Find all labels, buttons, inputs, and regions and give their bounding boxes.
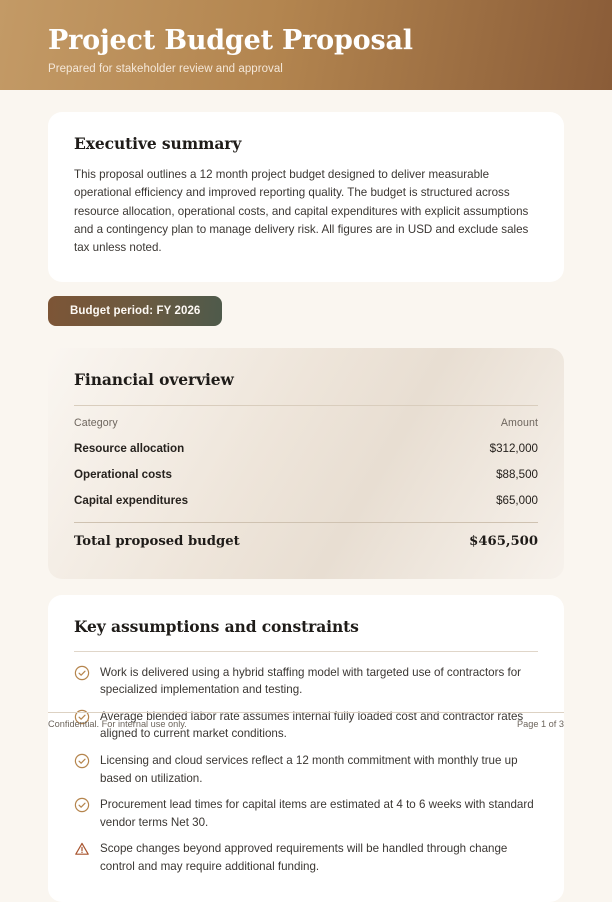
row-amount: $88,500 bbox=[496, 467, 538, 481]
list-item-text: Average blended labor rate assumes internal fully loaded cost and contractor rates aligned to current market conditions. bbox=[100, 709, 524, 741]
executive-summary-card bbox=[48, 112, 564, 282]
financial-overview-card bbox=[48, 348, 564, 579]
list-item-text: Licensing and cloud services reflect a 12 month commitment with monthly true up based on utilization. bbox=[100, 754, 518, 785]
check-circle-icon bbox=[74, 753, 90, 769]
check-circle-icon bbox=[74, 709, 90, 725]
list-item bbox=[74, 745, 538, 789]
total-label: Total proposed budget bbox=[74, 533, 240, 549]
table-row bbox=[74, 487, 538, 513]
list-item-text: Scope changes beyond approved requirements will be handled through change control and may require additional funding. bbox=[100, 842, 508, 874]
financial-overview-heading: Financial overview bbox=[74, 369, 234, 389]
list-item-text: Work is delivered using a hybrid staffing model with targeted use of contractors for specialized implementation and testing. bbox=[100, 665, 522, 697]
page-title: Project Budget Proposal bbox=[48, 25, 413, 56]
table-header-row bbox=[74, 406, 538, 435]
list-item bbox=[74, 701, 538, 745]
executive-summary-body: This proposal outlines a 12 month project budget designed to deliver measurable operational efficiency and improved reporting quality. The budget is structured across resource allocation, operational costs, and capital expenditures with explicit assumptions and a contingency plan to manage delivery risk. All figures are in USD and exclude sales tax unless noted. bbox=[74, 168, 529, 255]
list-item bbox=[74, 789, 538, 833]
budget-period-badge: Budget period: FY 2026 bbox=[48, 296, 222, 326]
executive-summary-heading: Executive summary bbox=[74, 134, 242, 153]
row-category: Resource allocation bbox=[74, 441, 185, 455]
page-body bbox=[0, 90, 612, 902]
total-amount: $465,500 bbox=[469, 533, 538, 549]
list-item bbox=[74, 657, 538, 701]
assumptions-heading: Key assumptions and constraints bbox=[74, 616, 359, 636]
assumptions-card bbox=[48, 595, 564, 902]
column-header-category: Category bbox=[74, 416, 118, 429]
table-row bbox=[74, 461, 538, 487]
check-circle-icon bbox=[74, 665, 90, 681]
row-amount: $65,000 bbox=[496, 493, 538, 507]
check-circle-icon bbox=[74, 797, 90, 813]
list-item-text: Procurement lead times for capital items are estimated at 4 to 6 weeks with standard vendor terms Net 30. bbox=[100, 798, 534, 829]
row-category: Operational costs bbox=[74, 467, 172, 481]
document-header bbox=[0, 0, 612, 90]
row-category: Capital expenditures bbox=[74, 493, 189, 507]
table-row bbox=[74, 435, 538, 461]
column-header-amount: Amount bbox=[500, 416, 538, 429]
row-amount: $312,000 bbox=[489, 441, 538, 455]
footer-page-number: Page 1 of 3 bbox=[517, 719, 564, 729]
badge-row bbox=[48, 296, 564, 326]
page-subtitle: Prepared for stakeholder review and approval bbox=[48, 63, 283, 76]
table-total-row bbox=[74, 523, 538, 555]
footer-confidentiality: Confidential. For internal use only. bbox=[48, 719, 187, 729]
warning-triangle-icon bbox=[74, 841, 90, 857]
list-item bbox=[74, 833, 538, 877]
assumptions-divider bbox=[74, 651, 538, 652]
